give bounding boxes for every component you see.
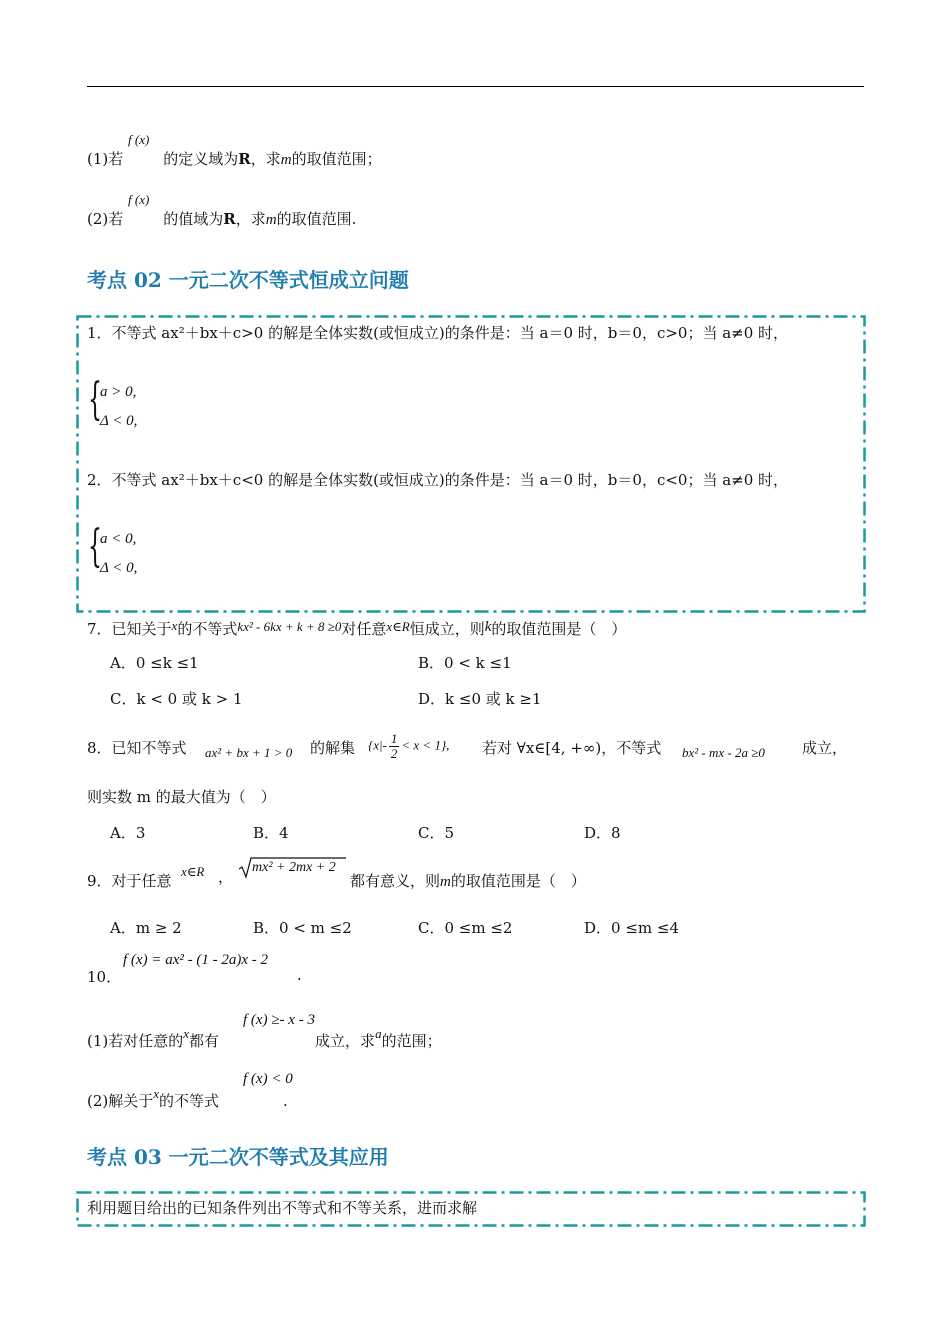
brace-2: {: [88, 521, 102, 572]
q8-lead: 8．已知不等式: [87, 739, 187, 757]
section-3-text: 利用题目给出的已知条件列出不等式和不等关系，进而求解: [87, 1199, 478, 1217]
q10-part-2: (2)解关于x的不等式 .: [87, 1086, 288, 1110]
system-1-line-2: Δ < 0,: [100, 413, 138, 429]
q8-line-2: 则实数 m 的最大值为（ ）: [87, 788, 276, 806]
q10-number: 10．: [87, 968, 122, 986]
prev-part-2: (2)若 的值域为R，求m的取值范围.: [87, 210, 357, 228]
q10-part-1-inequality: f (x) ≥- x - 3: [243, 1012, 315, 1028]
q9-lead: 9．对于任意: [87, 872, 172, 890]
q8-inequality: ax² + bx + 1 > 0: [205, 745, 293, 760]
q8-tail: 成立，: [802, 739, 848, 757]
q9-tail: 都有意义，则m的取值范围是（ ）: [350, 872, 586, 890]
q10-part-2-inequality: f (x) < 0: [243, 1071, 293, 1087]
rule-item-1: 1．不等式 ax²＋bx＋c>0 的解是全体实数(或恒成立)的条件是：当 a＝0 时，b＝0，c>0；当 a≠0 时，: [87, 324, 789, 342]
q7-option-d: D．k ≤0 或 k ≥1: [418, 690, 542, 708]
header-rule: [87, 86, 864, 87]
info-box-1: [76, 315, 866, 613]
q9-option-c: C．0 ≤m ≤2: [418, 919, 513, 937]
func-label-1: f (x): [128, 132, 150, 147]
q8-condition: 若对 ∀x∈[4, +∞)，不等式: [482, 739, 662, 757]
q10-part-1: (1)若对任意的x都有 成立，求a的范围；: [87, 1026, 442, 1050]
q7-option-a: A．0 ≤k ≤1: [110, 654, 199, 672]
q9-comma: ，: [218, 868, 234, 886]
system-2-line-1: a < 0,: [100, 531, 137, 547]
q9-option-a: A．m ≥ 2: [110, 919, 182, 937]
rule-item-2: 2．不等式 ax²＋bx＋c<0 的解是全体实数(或恒成立)的条件是：当 a＝0 时，b＝0，c<0；当 a≠0 时，: [87, 471, 789, 489]
q9-option-b: B．0 < m ≤2: [253, 919, 352, 937]
q9-option-d: D．0 ≤m ≤4: [584, 919, 680, 937]
system-2-line-2: Δ < 0,: [100, 560, 138, 576]
q7-option-c: C．k < 0 或 k > 1: [110, 690, 243, 708]
q8-option-d: D．8: [584, 824, 621, 842]
question-7: 7．已知关于x的不等式kx² - 6kx + k + 8 ≥0对任意x∈R恒成立，则k的取值范围是（ ）: [87, 618, 627, 638]
func-label-2: f (x): [128, 192, 150, 207]
q8-solution-set: {x|- $\frac{1}{2}$ < x < 1},: [368, 731, 450, 761]
q7-option-b: B．0 < k ≤1: [418, 654, 512, 672]
section-3-title: 考点 03 一元二次不等式及其应用: [87, 1145, 389, 1169]
q9-condition: x∈R: [181, 864, 205, 879]
brace-1: {: [88, 374, 102, 425]
q8-inequality-2: bx² - mx - 2a ≥0: [682, 745, 765, 760]
q8-solution-label: 的解集: [310, 739, 356, 757]
q8-option-c: C．5: [418, 824, 455, 842]
q8-option-a: A．3: [110, 824, 146, 842]
section-2-title: 考点 02 一元二次不等式恒成立问题: [87, 268, 409, 292]
q10-function: f (x) = ax² - (1 - 2a)x - 2: [123, 952, 268, 968]
system-1-line-1: a > 0,: [100, 384, 137, 400]
q10-dot: .: [297, 966, 302, 984]
prev-part-1: (1)若 的定义域为R，求m的取值范围；: [87, 150, 382, 168]
q8-option-b: B．4: [253, 824, 289, 842]
